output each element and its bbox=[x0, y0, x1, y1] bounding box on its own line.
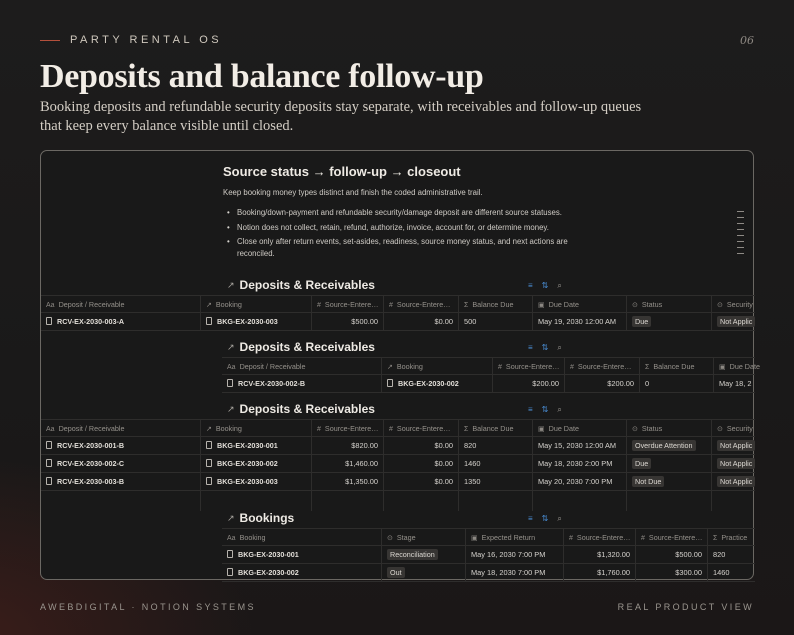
table-row[interactable] bbox=[222, 564, 755, 582]
row-title[interactable]: RCV-EX-2030-003-B bbox=[41, 473, 201, 491]
due-date[interactable]: May 19, 2030 12:00 AM bbox=[533, 313, 627, 331]
column-header[interactable]: # Source-Entere… bbox=[564, 529, 636, 547]
source-amount-1[interactable]: $500.00 bbox=[312, 313, 384, 331]
section-intro: Keep booking money types distinct and finish the coded administrative trail. bbox=[223, 188, 483, 197]
bullet-item: • Notion does not collect, retain, refund, authorize, invoice, account for, or determine money. bbox=[223, 222, 583, 234]
db-toolbar bbox=[528, 405, 562, 415]
status-badge: Due bbox=[632, 458, 651, 469]
booking-relation[interactable]: BKG-EX-2030-003 bbox=[201, 313, 312, 331]
source-amount-1[interactable]: $1,350.00 bbox=[312, 473, 384, 491]
due-date[interactable]: May 18, 2030 2:00 PM bbox=[533, 455, 627, 473]
page-icon bbox=[206, 477, 212, 485]
bullet-list bbox=[223, 207, 583, 262]
search-icon[interactable]: ⌕ bbox=[557, 405, 562, 414]
security-badge: Not Applic bbox=[717, 458, 755, 469]
source-amount-1[interactable]: $1,320.00 bbox=[564, 546, 636, 564]
eyebrow bbox=[40, 34, 222, 46]
row-title[interactable]: RCV-EX-2030-002-C bbox=[41, 455, 201, 473]
balance-due[interactable]: 0 bbox=[640, 375, 714, 393]
db-toolbar bbox=[528, 514, 562, 524]
column-header[interactable]: Aa Deposit / Receivable bbox=[41, 296, 201, 314]
product-screenshot-frame bbox=[40, 150, 760, 580]
db-title-deposits-3[interactable] bbox=[227, 402, 375, 416]
booking-relation[interactable]: BKG-EX-2030-002 bbox=[382, 375, 493, 393]
page-icon bbox=[227, 568, 233, 576]
security-cell[interactable] bbox=[712, 313, 755, 331]
row-title[interactable]: BKG-EX-2030-001 bbox=[222, 546, 382, 564]
table-row-empty bbox=[41, 491, 755, 509]
page-number: 06 bbox=[740, 34, 754, 47]
page-icon bbox=[387, 379, 393, 387]
source-amount-2[interactable]: $0.00 bbox=[384, 455, 459, 473]
source-amount-1[interactable]: $820.00 bbox=[312, 437, 384, 455]
source-amount-1[interactable]: $1,460.00 bbox=[312, 455, 384, 473]
table-header bbox=[222, 357, 760, 375]
table-row[interactable] bbox=[41, 455, 755, 473]
stage-cell[interactable] bbox=[382, 564, 466, 582]
db-toolbar bbox=[528, 343, 562, 353]
status-cell[interactable] bbox=[627, 455, 712, 473]
column-header[interactable]: Σ Balance Due bbox=[640, 358, 714, 376]
source-amount-2[interactable]: $300.00 bbox=[636, 564, 708, 582]
filter-icon[interactable]: ≡ bbox=[528, 405, 533, 414]
source-amount-2[interactable]: $200.00 bbox=[565, 375, 640, 393]
linked-db-icon: ↗ bbox=[227, 341, 235, 352]
table-row[interactable] bbox=[41, 437, 755, 455]
stage-cell[interactable] bbox=[382, 546, 466, 564]
booking-relation[interactable]: BKG-EX-2030-003 bbox=[201, 473, 312, 491]
search-icon[interactable]: ⌕ bbox=[557, 514, 562, 523]
column-header[interactable]: Σ Balance Due bbox=[459, 296, 533, 314]
page-icon bbox=[46, 441, 52, 449]
footer-caption: REAL PRODUCT VIEW bbox=[617, 602, 754, 612]
row-title[interactable]: RCV-EX-2030-002-B bbox=[222, 375, 382, 393]
column-header[interactable]: # Source-Entere… bbox=[384, 296, 459, 314]
db-title-label: Deposits & Receivables bbox=[239, 278, 375, 292]
outline-scroll-indicator[interactable] bbox=[737, 211, 744, 259]
accent-rule bbox=[40, 40, 60, 41]
row-title[interactable]: RCV-EX-2030-003-A bbox=[41, 313, 201, 331]
column-header[interactable]: Aa Booking bbox=[222, 529, 382, 547]
page-icon bbox=[206, 441, 212, 449]
notion-page bbox=[41, 151, 760, 579]
booking-relation[interactable]: BKG-EX-2030-002 bbox=[201, 455, 312, 473]
source-amount-1[interactable]: $200.00 bbox=[493, 375, 565, 393]
column-header[interactable]: Aa Deposit / Receivable bbox=[222, 358, 382, 376]
security-badge: Not Applic bbox=[717, 476, 755, 487]
filter-icon[interactable]: ≡ bbox=[528, 281, 533, 290]
column-header[interactable]: ↗ Booking bbox=[201, 420, 312, 438]
table-header bbox=[41, 295, 755, 313]
security-badge: Not Applic bbox=[717, 440, 755, 451]
search-icon[interactable]: ⌕ bbox=[557, 281, 562, 290]
column-header[interactable]: Σ Balance Due bbox=[459, 420, 533, 438]
column-header[interactable]: ⊙ Stage bbox=[382, 529, 466, 547]
column-header[interactable]: ▣ Due Date bbox=[719, 362, 760, 371]
bullet-item: • Booking/down-payment and refundable security/damage deposit are different source statuses. bbox=[223, 207, 583, 219]
row-title[interactable]: BKG-EX-2030-002 bbox=[222, 564, 382, 582]
due-date[interactable]: May 20, 2030 7:00 PM bbox=[533, 473, 627, 491]
source-amount-2[interactable]: $500.00 bbox=[636, 546, 708, 564]
column-header[interactable]: # Source-Entere… bbox=[493, 358, 565, 376]
filter-icon[interactable]: ≡ bbox=[528, 514, 533, 523]
practice-cell[interactable]: 1460 bbox=[713, 568, 730, 577]
practice-cell[interactable]: 820 bbox=[713, 550, 726, 559]
due-date[interactable]: May 18, 2 bbox=[719, 379, 752, 388]
security-cell[interactable] bbox=[712, 455, 755, 473]
source-amount-2[interactable]: $0.00 bbox=[384, 437, 459, 455]
db-title-label: Deposits & Receivables bbox=[239, 402, 375, 416]
page-title: Deposits and balance follow-up bbox=[40, 58, 484, 95]
column-header[interactable]: # Source-Entere… bbox=[565, 358, 640, 376]
status-badge: Overdue Attention bbox=[632, 440, 696, 451]
column-header[interactable]: ↗ Booking bbox=[201, 296, 312, 314]
column-header[interactable]: ▣ Due Date bbox=[533, 296, 627, 314]
due-date[interactable]: May 15, 2030 12:00 AM bbox=[533, 437, 627, 455]
brand-eyebrow: PARTY RENTAL OS bbox=[70, 34, 223, 46]
column-header[interactable]: ↗ Booking bbox=[382, 358, 493, 376]
column-header[interactable]: ⊙ Status bbox=[627, 420, 712, 438]
sort-icon[interactable]: ⇅ bbox=[541, 281, 549, 290]
linked-db-icon: ↗ bbox=[227, 403, 235, 414]
column-header[interactable]: # Source-Entere… bbox=[312, 296, 384, 314]
table-row[interactable] bbox=[41, 313, 755, 331]
stage-badge: Reconciliation bbox=[387, 549, 438, 560]
db-toolbar bbox=[528, 281, 562, 291]
db-title-deposits-1[interactable] bbox=[227, 278, 375, 292]
column-header[interactable]: ▣ Due Date bbox=[533, 420, 627, 438]
linked-db-icon: ↗ bbox=[227, 279, 235, 290]
db-title-deposits-2[interactable] bbox=[227, 340, 375, 354]
page-icon bbox=[206, 317, 212, 325]
linked-db-icon: ↗ bbox=[227, 512, 235, 523]
db-title-label: Bookings bbox=[239, 511, 295, 525]
column-header[interactable]: Σ Practice bbox=[713, 533, 748, 542]
page-icon bbox=[206, 459, 212, 467]
stage-badge: Out bbox=[387, 567, 405, 578]
expected-return[interactable]: May 18, 2030 7:00 PM bbox=[466, 564, 564, 582]
page-icon bbox=[227, 379, 233, 387]
status-cell[interactable] bbox=[627, 473, 712, 491]
search-icon[interactable]: ⌕ bbox=[557, 343, 562, 352]
status-badge: Due bbox=[632, 316, 651, 327]
column-header[interactable]: ⊙ Security bbox=[717, 424, 753, 433]
source-amount-2[interactable]: $0.00 bbox=[384, 473, 459, 491]
balance-due[interactable]: 820 bbox=[459, 437, 533, 455]
db-title-bookings[interactable] bbox=[227, 511, 294, 525]
status-cell[interactable] bbox=[627, 437, 712, 455]
table-row[interactable] bbox=[222, 375, 755, 393]
sort-icon[interactable]: ⇅ bbox=[541, 405, 549, 414]
column-header[interactable]: ⊙ Security bbox=[717, 300, 753, 309]
table-header bbox=[41, 419, 755, 437]
bullet-item: • Close only after return events, set-asides, readiness, source money status, and next actions are reconciled. bbox=[223, 236, 583, 259]
table-header bbox=[222, 528, 755, 546]
balance-due[interactable]: 500 bbox=[459, 313, 533, 331]
page-icon bbox=[46, 477, 52, 485]
security-cell[interactable] bbox=[712, 473, 755, 491]
status-cell[interactable] bbox=[627, 313, 712, 331]
source-amount-2[interactable]: $0.00 bbox=[384, 313, 459, 331]
column-header[interactable]: ⊙ Status bbox=[627, 296, 712, 314]
source-amount-1[interactable]: $1,760.00 bbox=[564, 564, 636, 582]
filter-icon[interactable]: ≡ bbox=[528, 343, 533, 352]
balance-due[interactable]: 1460 bbox=[459, 455, 533, 473]
security-cell[interactable] bbox=[712, 437, 755, 455]
security-badge: Not Applic bbox=[717, 316, 755, 327]
table-row[interactable] bbox=[222, 546, 755, 564]
column-header[interactable]: # Source-Entere… bbox=[312, 420, 384, 438]
db-title-label: Deposits & Receivables bbox=[239, 340, 375, 354]
page-icon bbox=[227, 550, 233, 558]
page-lede: Booking deposits and refundable security deposits stay separate, with receivables and follow-up queues that keep every balance visible until closed. bbox=[40, 99, 642, 134]
column-header[interactable]: Aa Deposit / Receivable bbox=[41, 420, 201, 438]
table-row[interactable] bbox=[41, 473, 755, 491]
balance-due[interactable]: 1350 bbox=[459, 473, 533, 491]
column-header[interactable]: ▣ Expected Return bbox=[466, 529, 564, 547]
sort-icon[interactable]: ⇅ bbox=[541, 514, 549, 523]
status-badge: Not Due bbox=[632, 476, 664, 487]
page-icon bbox=[46, 459, 52, 467]
column-header[interactable]: # Source-Entere… bbox=[636, 529, 708, 547]
sort-icon[interactable]: ⇅ bbox=[541, 343, 549, 352]
section-heading: Source status → follow-up → closeout bbox=[223, 164, 461, 179]
row-title[interactable]: RCV-EX-2030-001-B bbox=[41, 437, 201, 455]
expected-return[interactable]: May 16, 2030 7:00 PM bbox=[466, 546, 564, 564]
booking-relation[interactable]: BKG-EX-2030-001 bbox=[201, 437, 312, 455]
column-header[interactable]: # Source-Entere… bbox=[384, 420, 459, 438]
page-icon bbox=[46, 317, 52, 325]
footer-brand: AWEBDIGITAL · NOTION SYSTEMS bbox=[40, 602, 256, 612]
